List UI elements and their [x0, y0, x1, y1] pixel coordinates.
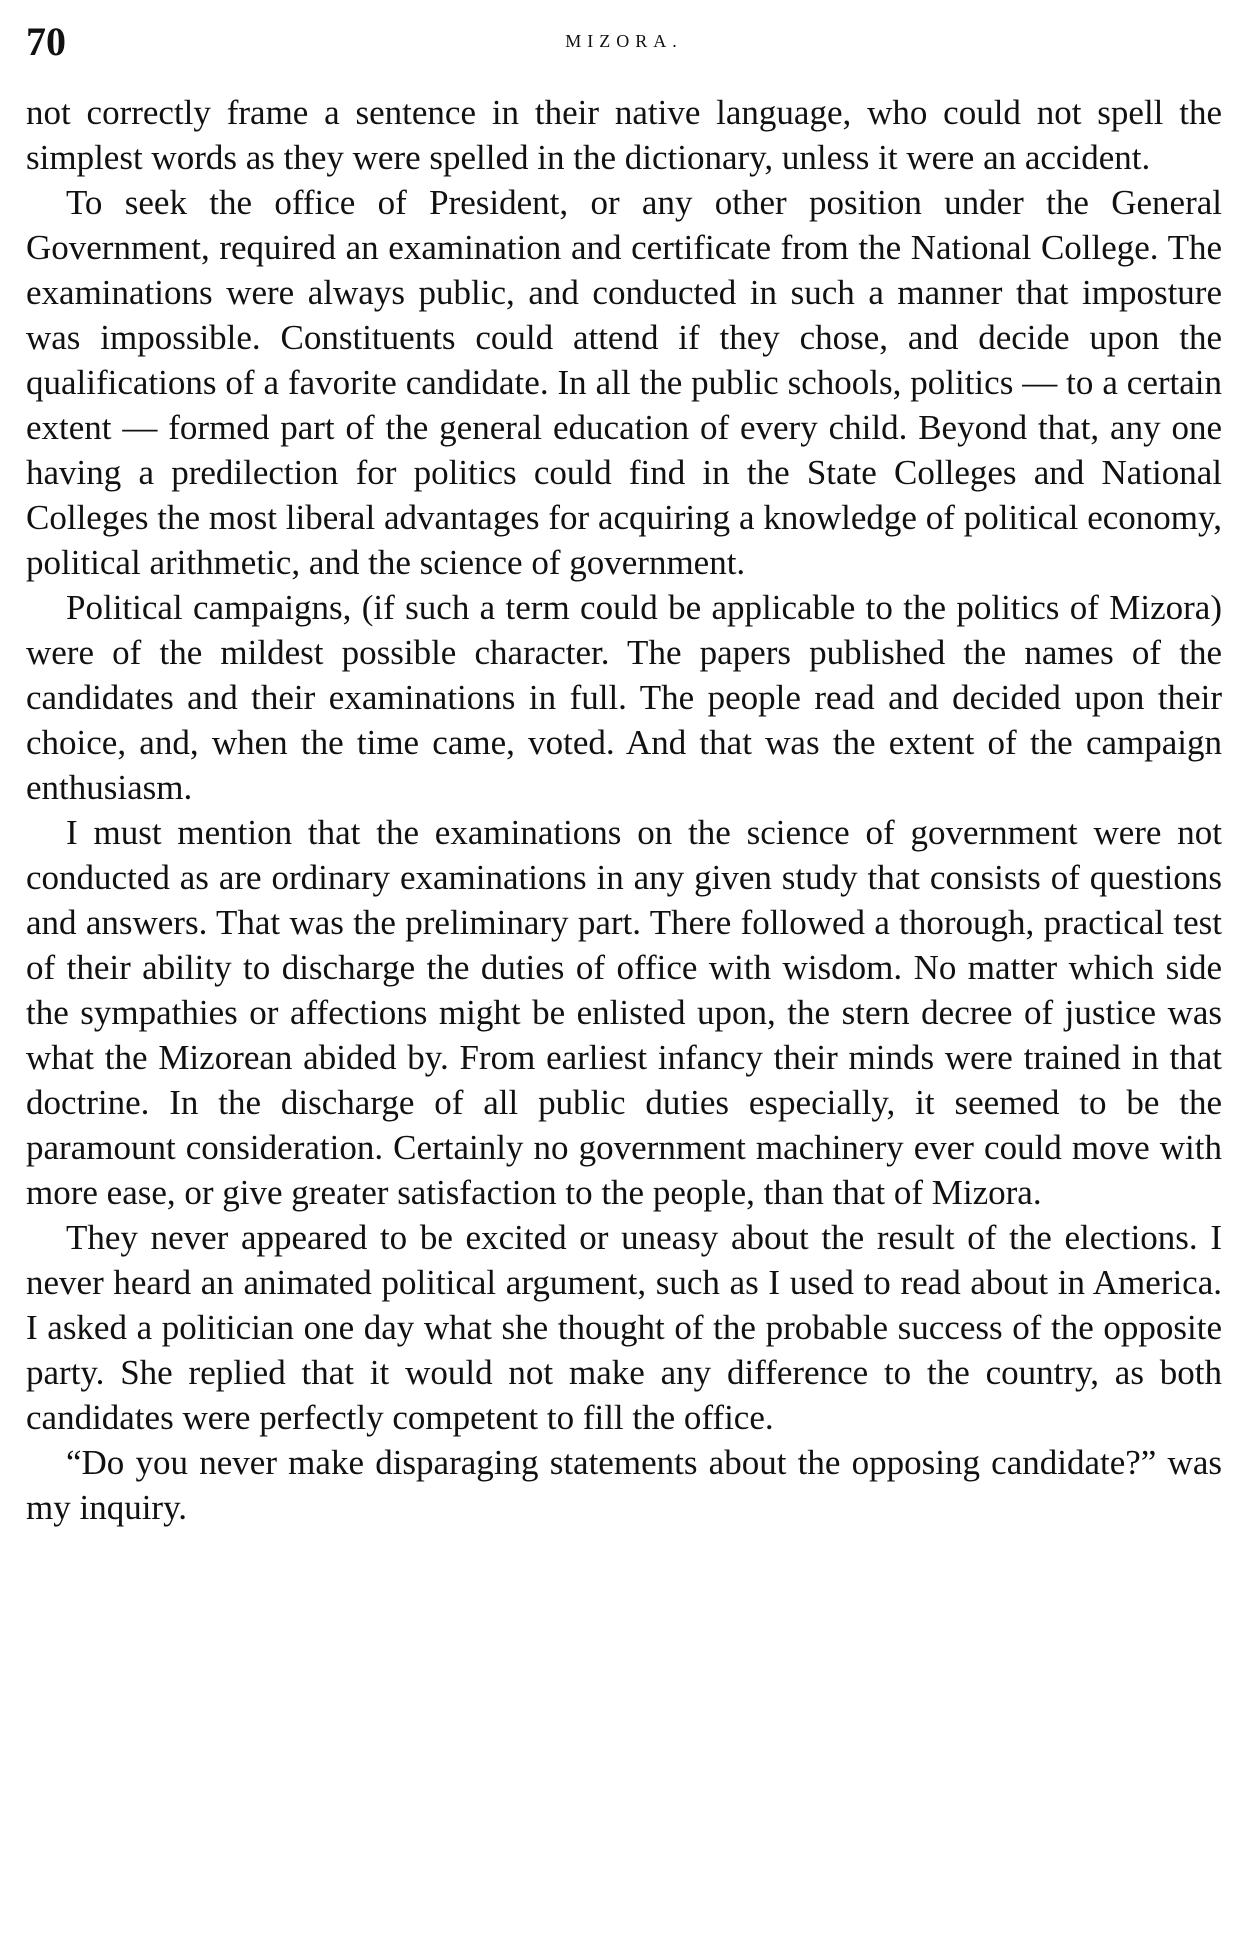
paragraph-dialogue-inquiry: “Do you never make disparaging statements about the opposing candidate?” was my inquiry.: [26, 1443, 1222, 1527]
page-header: [26, 20, 1222, 90]
paragraph-office-examinations: To seek the office of President, or any other position under the General Government, required an examination and certificate from the National College. The examinations were always public, and conducted in such a manner that imposture was impossible. Constituents could attend if they chose, and decide upon the qualifications of a favorite candidate. In all the public schools, politics — to a certain extent — formed part of the general education of every child. Beyond that, any one having a predilection for politics could find in the State Colleges and National Colleges the most liberal advantages for acquiring a knowledge of political economy, political arithmetic, and the science of government.: [26, 183, 1222, 582]
book-page: [26, 20, 1222, 1530]
paragraph-elections: They never appeared to be excited or uneasy about the result of the elections. I never heard an animated political argument, such as I used to read about in America. I asked a politician one day what she thought of the probable success of the opposite party. She replied that it would not make any difference to the country, as both candidates were perfectly competent to fill the office.: [26, 1218, 1222, 1437]
page-number: 70: [26, 19, 66, 64]
paragraph-political-campaigns: Political campaigns, (if such a term could be applicable to the politics of Mizora) were of the mildest possible character. The papers published the names of the candidates and their examinations in full. The people read and decided upon their choice, and, when the time came, voted. And that was the extent of the campaign enthusiasm.: [26, 588, 1222, 807]
body-text: [26, 90, 1222, 1530]
paragraph-continued: not correctly frame a sentence in their native language, who could not spell the simplest words as they were spelled in the dictionary, unless it were an accident.: [26, 93, 1222, 177]
paragraph-government-examinations: I must mention that the examinations on the science of government were not conducted as are ordinary examinations in any given study that consists of questions and answers. That was the preliminary part. There followed a thorough, practical test of their ability to discharge the duties of office with wisdom. No matter which side the sympathies or affections might be enlisted upon, the stern decree of justice was what the Mizorean abided by. From earliest infancy their minds were trained in that doctrine. In the discharge of all public duties especially, it seemed to be the paramount consideration. Certainly no government machinery ever could move with more ease, or give greater satisfaction to the people, than that of Mizora.: [26, 813, 1222, 1212]
running-title: MIZORA.: [565, 31, 683, 51]
